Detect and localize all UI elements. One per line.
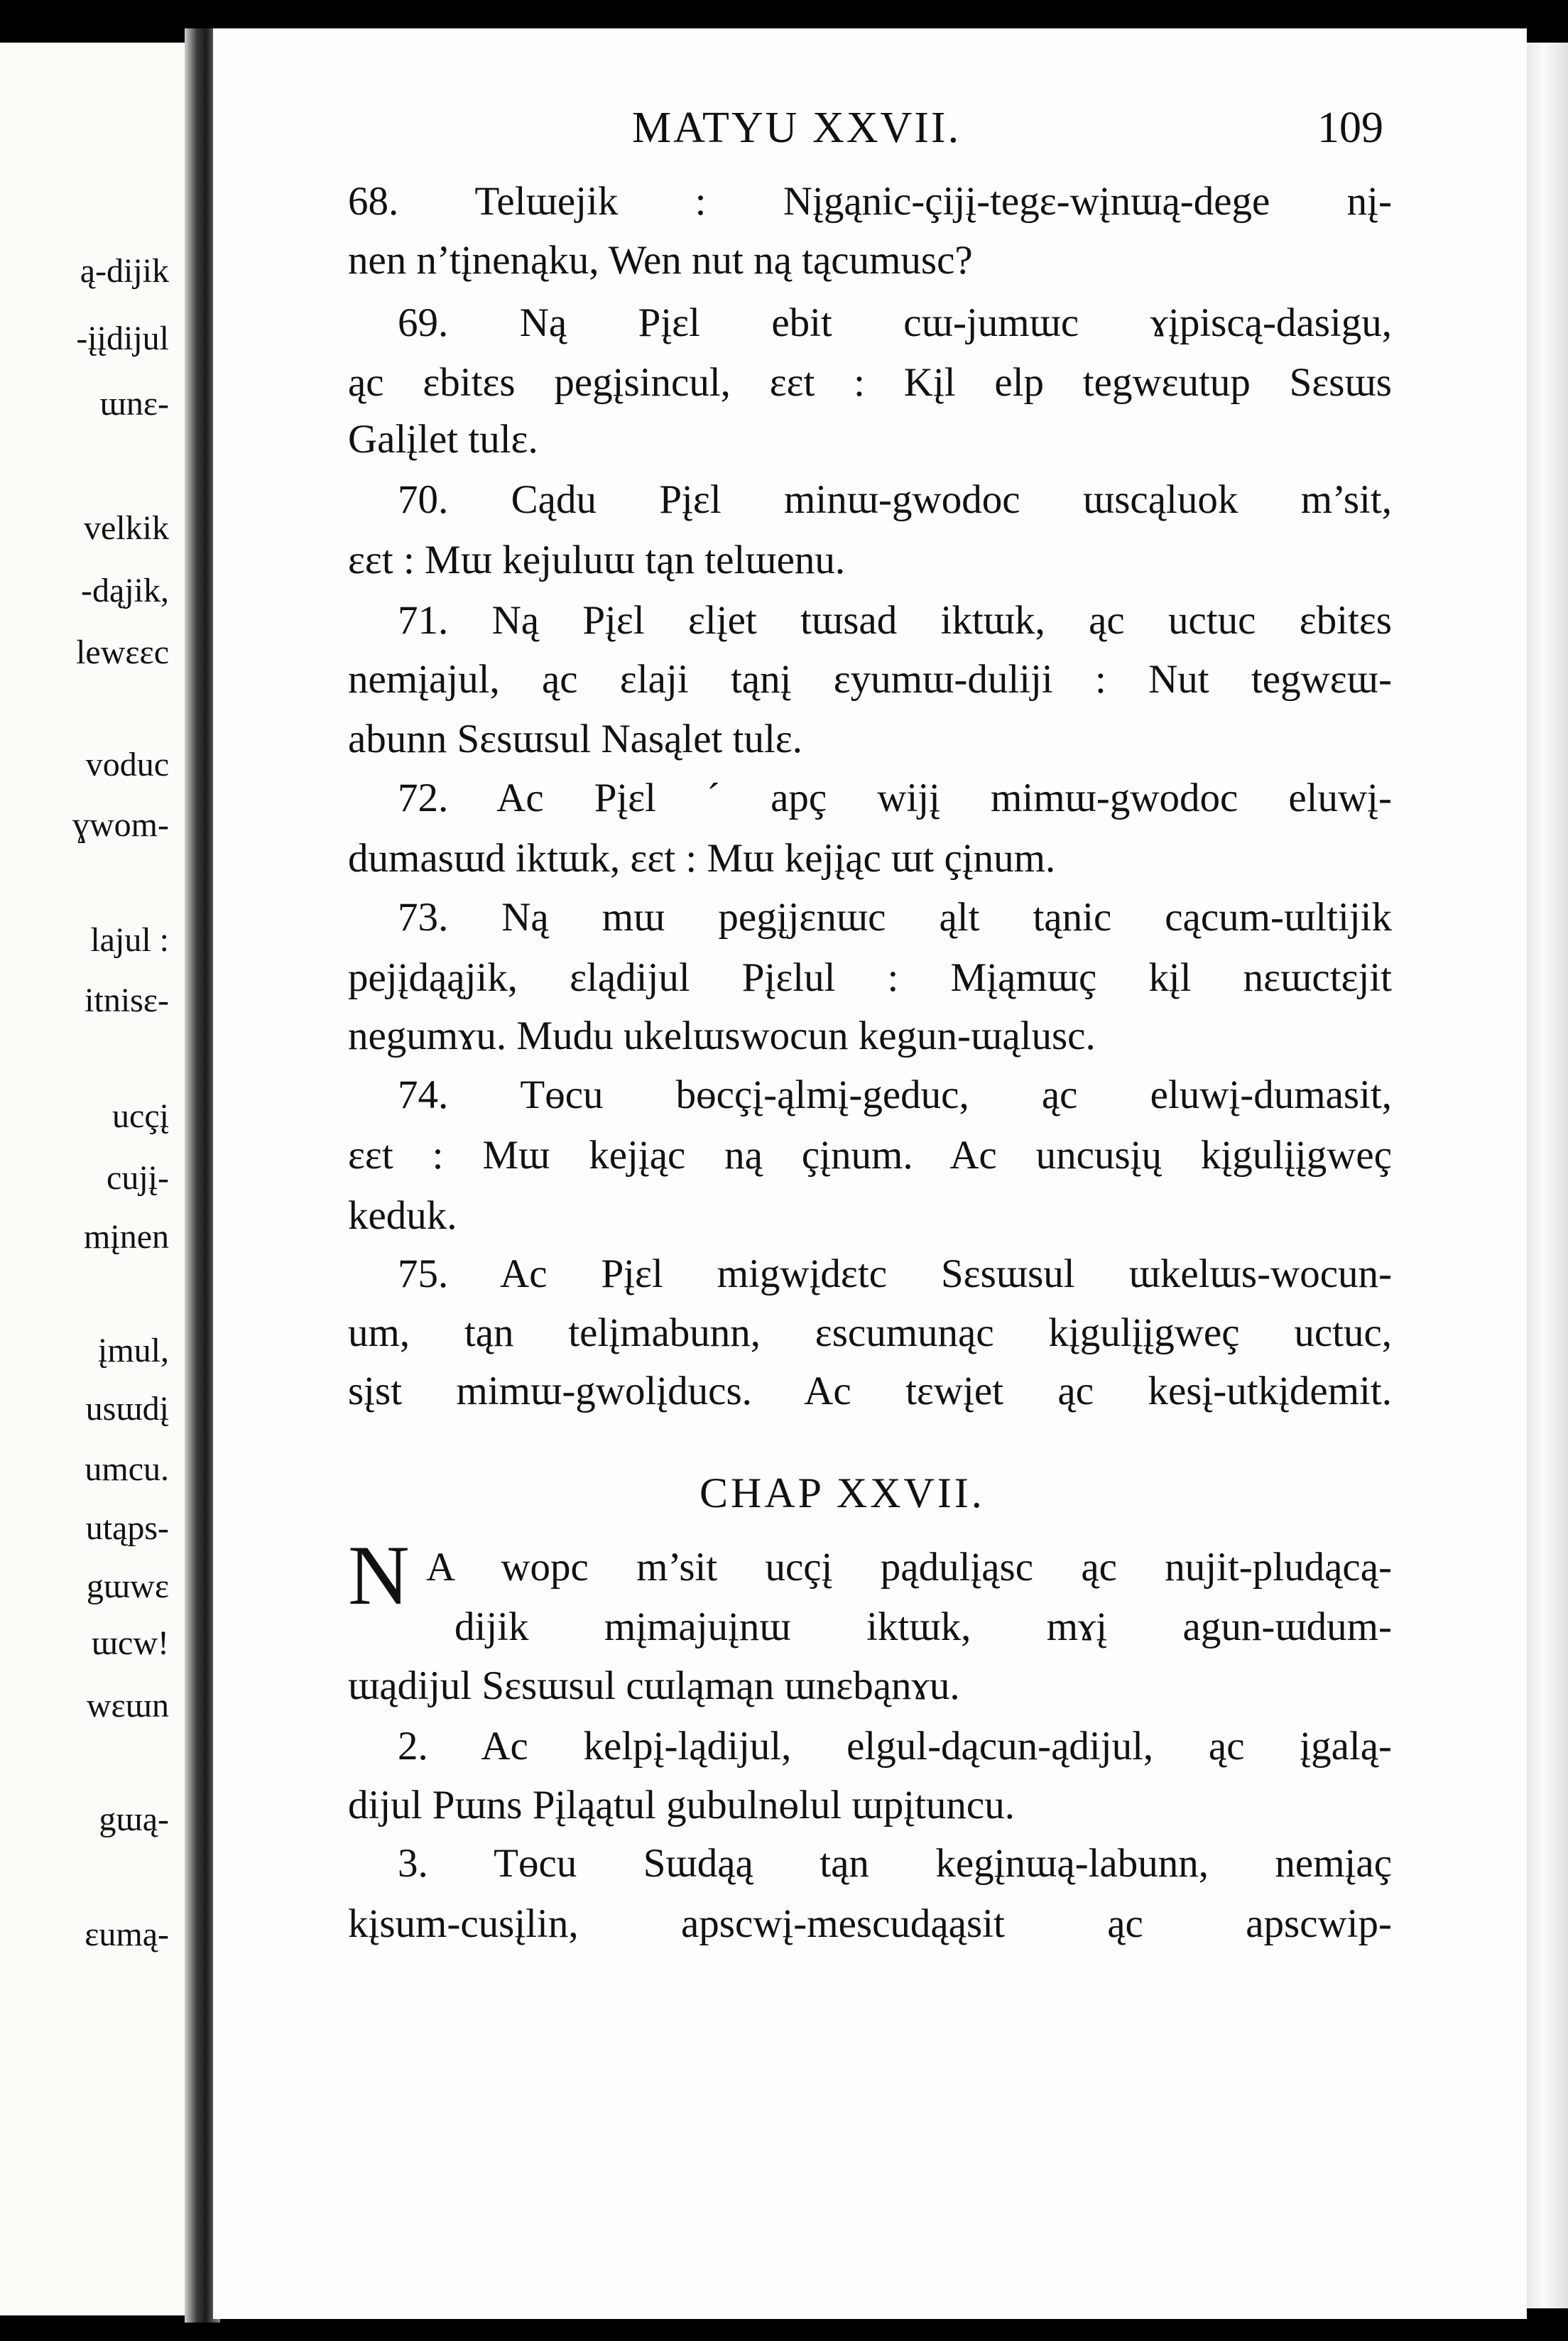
text-line: dijul Pɯns Pįląątul gubulnɵlul ɯpįtuncu. (348, 1783, 1015, 1827)
facing-page-line: umcu. (85, 1450, 169, 1488)
text-line: negumɤu. Mudu ukelɯswocun kegun-ɯąlusc. (348, 1014, 1096, 1058)
page-edge (1527, 43, 1568, 2308)
text-line: ɛɛt : Mɯ kejuluɯ tąn telɯenu. (348, 538, 846, 582)
facing-page-line: mįnen (84, 1218, 169, 1256)
facing-page-line: gɯwɛ (86, 1568, 169, 1605)
text-line: 2. Ac kelpį-lądijul, elgul-dącun-ądijul, ąc įgalą- (398, 1724, 1392, 1769)
text-line: 72. Ac Pįɛl ´ apç wijį mimɯ-gwodoc eluwį- (398, 776, 1392, 820)
text-line: 70. Cądu Pįɛl minɯ-gwodoc ɯscąluok m’sit, (398, 477, 1392, 522)
text-line: abunn Sɛsɯsul Nasąlet tulɛ. (348, 717, 802, 761)
facing-page-line: cujį- (107, 1159, 169, 1197)
text-line: ɯądijul Sɛsɯsul cɯląmąn ɯnɛbąnɤu. (348, 1663, 960, 1708)
text-line: 68. Telɯejik : Nįgąnic-çijį-tegɛ-wįnɯą-dege nį- (348, 179, 1392, 224)
text-line: ɛɛt : Mɯ kejįąc ną çįnum. Ac uncusįų kįgulįįgweç (348, 1133, 1392, 1178)
text-line: 71. Ną Pįɛl ɛlįet tɯsad iktɯk, ąc uctuc ɛbitɛs (398, 598, 1392, 643)
text-line: Galįlet tulɛ. (348, 417, 538, 462)
text-line: A wopc m’sit ucçį pądulįąsc ąc nujit-pludącą- (426, 1545, 1392, 1590)
facing-page-line: gɯą- (99, 1800, 169, 1838)
facing-page-line: wɛɯn (86, 1687, 169, 1724)
facing-page-line: įmul, (97, 1332, 169, 1369)
facing-page-line: usɯdį (85, 1390, 169, 1428)
facing-page-line: -įįdijul (76, 320, 169, 357)
text-line: dumasɯd iktɯk, ɛɛt : Mɯ kejįąc ɯt çįnum. (348, 836, 1056, 881)
page-number: 109 (1317, 104, 1383, 152)
running-head: MATYU XXVII. (632, 104, 962, 152)
text-line: keduk. (348, 1193, 457, 1238)
facing-page-line: itnisɛ- (85, 982, 169, 1019)
facing-page-line: ucçį (112, 1097, 169, 1135)
facing-page-line: ɯnɛ- (99, 385, 169, 423)
text-line: 3. Tɵcu Sɯdąą tąn kegįnɯą-labunn, nemįaç (398, 1841, 1392, 1886)
text-line: pejįdąąjik, ɛlądijul Pįɛlul : Mįąmɯç kįl nɛɯctɛjit (348, 955, 1392, 1000)
text-line: dijik mįmajuįnɯ iktɯk, mɤį agun-ɯdum- (454, 1604, 1392, 1649)
facing-page-line: ɣwom- (72, 806, 169, 844)
facing-page-line: voduc (85, 746, 169, 783)
text-line: kįsum-cusįlin, apscwį-mescudąąsit ąc apscwip- (348, 1901, 1392, 1946)
facing-page-line: velkik (84, 509, 169, 547)
facing-page-line: ɛumą- (85, 1916, 169, 1953)
chapter-heading: CHAP XXVII. (699, 1470, 985, 1516)
text-line: 73. Ną mɯ pegįjɛnɯc ąlt tąnic cącum-ɯltijik (398, 895, 1392, 940)
facing-page-line: lewɛɛc (76, 634, 169, 671)
facing-page-line: utąps- (85, 1509, 169, 1547)
facing-page-line: -dąjik, (81, 572, 169, 609)
facing-page-line: lajul : (90, 921, 169, 959)
text-line: nemįajul, ąc ɛlaji tąnį ɛyumɯ-duliji : Nut tegwɛɯ- (348, 657, 1392, 702)
text-line: um, tąn telįmabunn, ɛscumunąc kįgulįįgweç uctuc, (348, 1310, 1392, 1355)
text-line: ąc ɛbitɛs pegįsincul, ɛɛt : Kįl elp tegwɛutup Sɛsɯs (348, 360, 1392, 405)
text-line: 74. Tɵcu bɵcçį-ąlmį-geduc, ąc eluwį-dumasit, (398, 1072, 1392, 1117)
text-line: sįst mimɯ-gwolįducs. Ac tɛwįet ąc kesį-utkįdemit. (348, 1369, 1392, 1413)
text-line: nen n’tįnenąku, Wen nut ną tącumusc? (348, 238, 973, 283)
drop-cap: N (348, 1528, 410, 1622)
facing-page-fragment (0, 43, 185, 2315)
text-line: 75. Ac Pįɛl migwįdɛtc Sɛsɯsul ɯkelɯs-wocun- (398, 1251, 1392, 1296)
facing-page-line: ɯcw! (91, 1624, 169, 1662)
facing-page-line: ą-dijik (80, 252, 169, 290)
text-line: 69. Ną Pįɛl ebit cɯ-jumɯc ɤįpiscą-dasigu, (398, 300, 1392, 345)
